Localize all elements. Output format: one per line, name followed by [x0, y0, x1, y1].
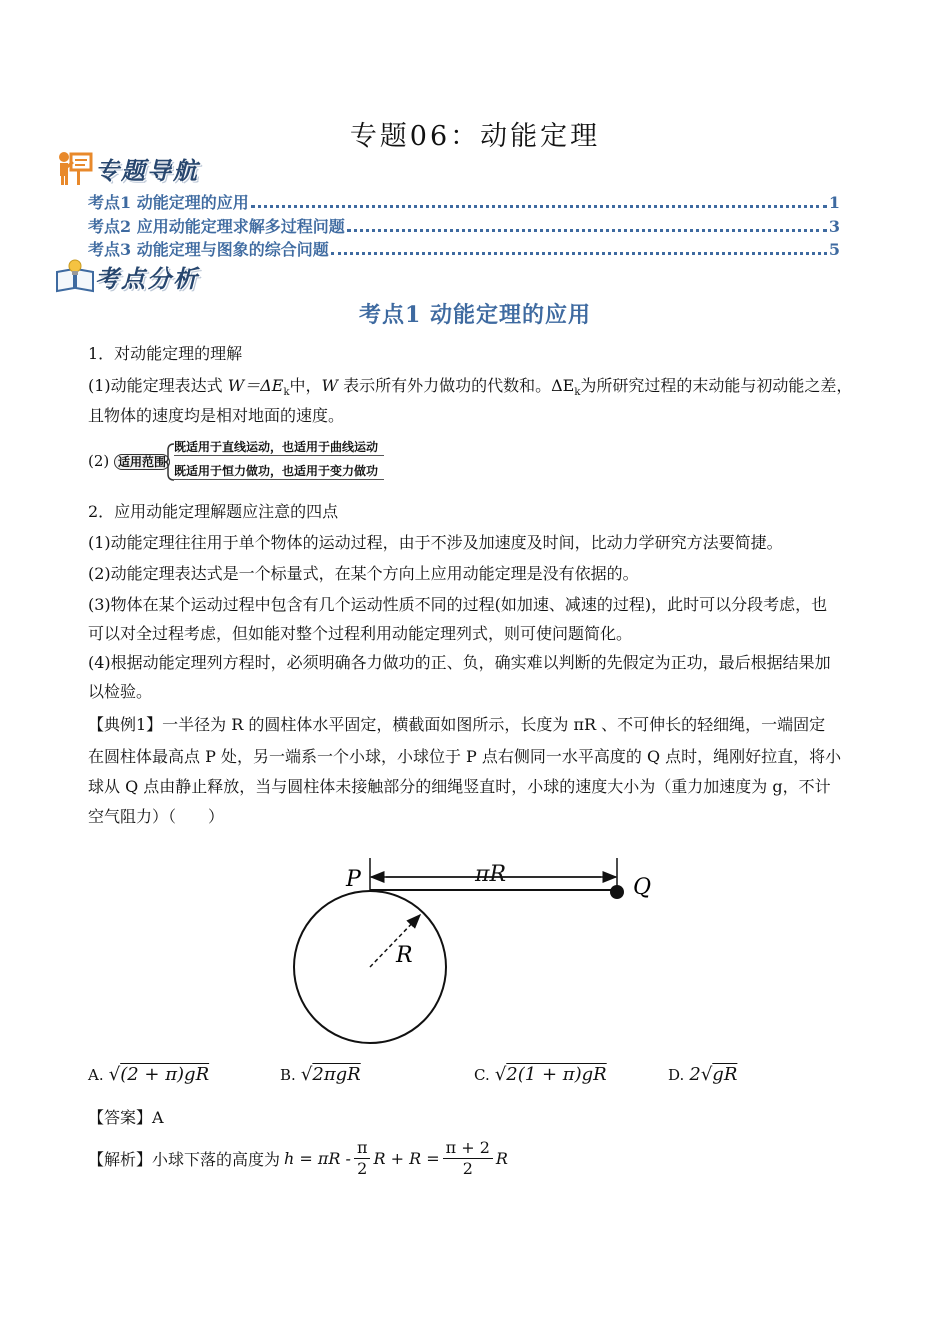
paragraph-1-cont: 且物体的速度均是相对地面的速度。: [88, 406, 345, 425]
point-2: (2)动能定理表达式是一个标量式，在某个方向上应用动能定理是没有依据的。: [88, 564, 639, 583]
label-q: Q: [633, 875, 652, 900]
nav-header-label: 专题导航: [95, 156, 199, 185]
section-title: 考点1 动能定理的应用: [359, 302, 591, 328]
navigation-icon: [55, 150, 95, 186]
scope-label: 适用范围: [114, 454, 170, 470]
answer: 【答案】A: [88, 1108, 164, 1127]
point-4: (4)根据动能定理列方程时，必须明确各力做功的正、负，确实难以判断的先假定为正功，最后根据结果加: [88, 653, 831, 672]
option-b[interactable]: B. √2πgR: [280, 1064, 361, 1085]
label-p: P: [346, 867, 361, 892]
point-3: (3)物体在某个运动过程中包含有几个运动性质不同的过程(如加速、减速的过程)，此时可以分段考虑，也: [88, 595, 828, 614]
label-r: R: [396, 943, 413, 968]
heading-2: 2．应用动能定理解题应注意的四点: [88, 502, 339, 521]
analysis-line: 【解析】小球下落的高度为 h = πR - $\frac{\pi}{2}$ R + R = $\frac{\pi + 2}{2}$ R: [88, 1138, 508, 1178]
toc-item-2[interactable]: 考点2 应用动能定理求解多过程问题 3: [88, 217, 840, 236]
example-line-4: 空气阻力）（ ）: [88, 807, 225, 826]
scope-item-1: 既适用于直线运动，也适用于曲线运动: [174, 438, 384, 456]
example-line-3: 球从 Q 点由静止释放，当与圆柱体未接触部分的细绳竖直时，小球的速度大小为（重力加速度为 g，不计: [88, 777, 831, 796]
cylinder-figure: [290, 850, 670, 1050]
option-c[interactable]: C. √2(1 + π)gR: [474, 1064, 607, 1085]
page-title: 专题06：动能定理: [349, 121, 601, 152]
heading-1: 1．对动能定理的理解: [88, 344, 243, 363]
nav-header: [55, 150, 199, 186]
fraction-pi-plus-2: $\frac{\pi + 2}{2}$: [443, 1138, 493, 1179]
toc-item-3[interactable]: 考点3 动能定理与图象的综合问题 5: [88, 240, 840, 259]
analysis-header: [55, 258, 199, 294]
example-line-1: 【典例1】一半径为 R 的圆柱体水平固定，横截面如图所示，长度为 πR 、不可伸长的轻细绳，一端固定: [88, 715, 826, 734]
fraction-pi-2: $\frac{\pi}{2}$: [354, 1138, 371, 1179]
example-line-2: 在圆柱体最高点 P 处，另一端系一个小球，小球位于 P 点右侧同一水平高度的 Q 点时，绳刚好拉直，将小: [88, 747, 842, 766]
lightbulb-book-icon: [55, 258, 95, 294]
point-4-cont: 以检验。: [88, 682, 153, 701]
option-a[interactable]: A. √(2 + π)gR: [88, 1064, 210, 1085]
scope-item-2: 既适用于恒力做功，也适用于变力做功: [174, 462, 384, 480]
point-1: (1)动能定理往往用于单个物体的运动过程，由于不涉及加速度及时间，比动力学研究方法要简捷。: [88, 533, 783, 552]
label-pir: πR: [475, 862, 507, 887]
paragraph-1: (1)动能定理表达式 $W=\Delta E_k$中，W 表示所有外力做功的代数和。$\Delta E_k$为所研究过程的末动能与初动能之差，: [88, 376, 853, 399]
analysis-header-label: 考点分析: [95, 264, 199, 293]
ball-q: [610, 885, 624, 899]
point-3-cont: 可以对全过程考虑，但如能对整个过程利用动能定理列式，则可使问题简化。: [88, 624, 633, 643]
option-d[interactable]: D. 2√gR: [668, 1064, 738, 1085]
toc-item-1[interactable]: 考点1 动能定理的应用 1: [88, 193, 840, 212]
scope-prefix: (2) 适用范围: [88, 452, 170, 470]
